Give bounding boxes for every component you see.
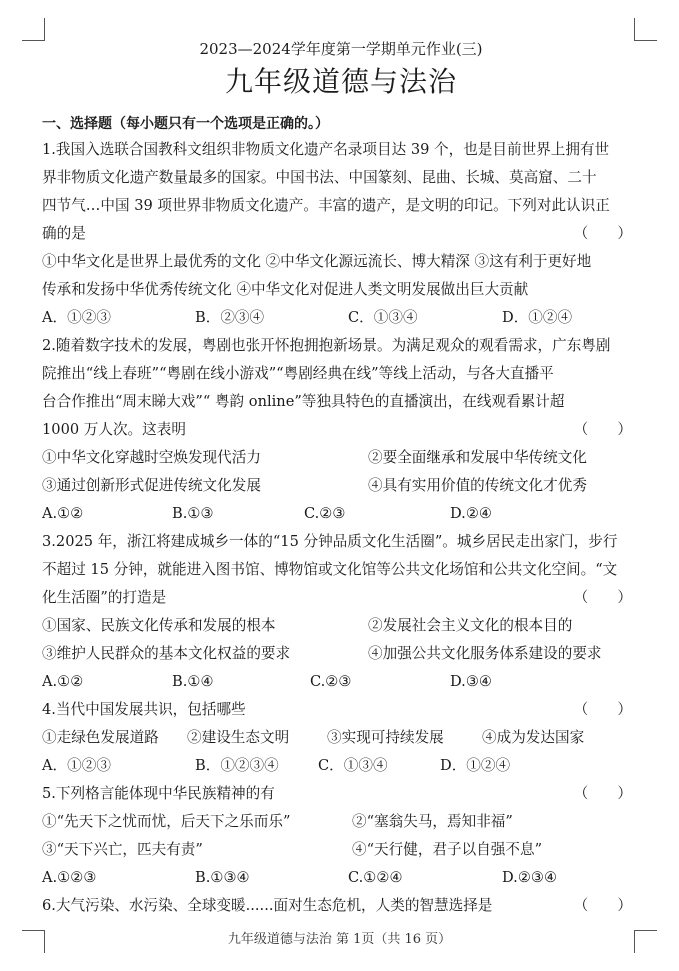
answer-bracket: （ ） (573, 225, 632, 242)
question-4-stem-line (42, 696, 640, 724)
option-a[interactable]: A.①② (42, 505, 84, 522)
option-c[interactable]: C.①②④ (348, 869, 403, 886)
page-footer: 九年级道德与法治 第 1页（共 16 页） (227, 932, 452, 947)
question-1-options (42, 304, 640, 332)
question-6-stem: 6.大气污染、水污染、全球变暖......面对生态危机，人类的智慧选择是 (42, 897, 493, 914)
question-1-stem-line: 四节气…中国 39 项世界非物质文化遗产。丰富的遗产，是文明的印记。下列对此认识正 (42, 197, 610, 214)
exam-subtitle: 2023—2024学年度第一学期单元作业(三) (199, 40, 483, 58)
question-3-stem-line (42, 584, 640, 612)
option-b[interactable]: B．①②③④ (195, 757, 279, 774)
question-5-statement-row (42, 836, 640, 864)
option-a[interactable]: A.①② (42, 673, 84, 690)
statement-2: ②发展社会主义文化的根本目的 (368, 617, 573, 634)
exam-title: 九年级道德与法治 (224, 65, 457, 98)
answer-bracket: （ ） (573, 897, 632, 914)
statement-3: ③“天下兴亡，匹夫有责” (42, 841, 203, 858)
question-1-stem-line (42, 220, 640, 248)
option-b[interactable]: B.①④ (172, 673, 214, 690)
question-1-stem-line: 界非物质文化遗产数量最多的国家。中国书法、中国篆刻、昆曲、长城、莫高窟、二十 (42, 169, 597, 186)
statement-2: ②建设生态文明 (187, 729, 290, 746)
statement-4: ④成为发达国家 (482, 729, 585, 746)
question-2 (42, 332, 640, 528)
option-c[interactable]: C.②③ (310, 673, 352, 690)
statement-1: ①“先天下之忧而忧，后天下之乐而乐” (42, 813, 291, 830)
question-4-options (42, 752, 640, 780)
statement-4: ④“天行健，君子以自强不息” (352, 841, 543, 858)
question-3-statement-row (42, 612, 640, 640)
statement-1: ①国家、民族文化传承和发展的根本 (42, 617, 276, 634)
question-1-stem-line: 1.我国入选联合国教科文组织非物质文化遗产名录项目达 39 个，也是目前世界上拥有世 (42, 141, 610, 158)
question-1-statement-line: ①中华文化是世界上最优秀的文化 ②中华文化源远流长、博大精深 ③这有利于更好地 (42, 253, 592, 270)
option-c[interactable]: C．①③④ (318, 757, 388, 774)
option-d[interactable]: D．①②④ (502, 309, 573, 326)
statement-3: ③通过创新形式促进传统文化发展 (42, 477, 261, 494)
question-3-stem-line: 3.2025 年，浙江将建成城乡一体的“15 分钟品质文化生活圈”。城乡居民走出家门，步行 (42, 533, 618, 550)
question-5-statement-row (42, 808, 640, 836)
answer-bracket: （ ） (573, 785, 632, 802)
question-2-statement-row (42, 472, 640, 500)
statement-1: ①走绿色发展道路 (42, 729, 159, 746)
section-title: 一、选择题（每小题只有一个选项是正确的。） (42, 116, 329, 132)
question-3-options (42, 668, 640, 696)
option-a[interactable]: A．①②③ (42, 309, 111, 326)
question-4-stem: 4.当代中国发展共识，包括哪些 (42, 701, 246, 718)
question-3-statement-row (42, 640, 640, 668)
question-3 (42, 528, 640, 696)
question-2-options (42, 500, 640, 528)
statement-1: ①中华文化穿越时空焕发现代活力 (42, 449, 261, 466)
question-2-stem-line: 院推出“线上春班”“粤剧在线小游戏”“粤剧经典在线”等线上活动，与各大直播平 (42, 365, 554, 382)
question-2-stem-line (42, 416, 640, 444)
question-5-options (42, 864, 640, 892)
question-1-statement-line: 传承和发扬中华优秀传统文化 ④中华文化对促进人类文明发展做出巨大贡献 (42, 281, 529, 298)
question-3-stem-line: 不超过 15 分钟，就能进入图书馆、博物馆或文化馆等公共文化场馆和公共文化空间。“文 (42, 561, 618, 578)
statement-3: ③实现可持续发展 (327, 729, 444, 746)
statement-4: ④加强公共文化服务体系建设的要求 (368, 645, 602, 662)
option-d[interactable]: D.③④ (450, 673, 492, 690)
question-4 (42, 696, 640, 780)
statement-2: ②要全面继承和发展中华传统文化 (368, 449, 587, 466)
question-6-stem-line (42, 892, 640, 920)
option-d[interactable]: D．①②④ (440, 757, 511, 774)
option-b[interactable]: B.①③ (172, 505, 214, 522)
option-b[interactable]: B.①③④ (195, 869, 250, 886)
question-6 (42, 892, 640, 920)
option-b[interactable]: B．②③④ (195, 309, 265, 326)
answer-bracket: （ ） (573, 589, 632, 606)
question-5-stem-line (42, 780, 640, 808)
answer-bracket: （ ） (573, 701, 632, 718)
question-2-stem-line: 2.随着数字技术的发展，粤剧也张开怀抱拥抱新场景。为满足观众的观看需求，广东粤剧 (42, 337, 611, 354)
exam-page (42, 38, 640, 920)
question-4-statement-row (42, 724, 640, 752)
question-2-statement-row (42, 444, 640, 472)
question-5 (42, 780, 640, 892)
option-d[interactable]: D.②④ (450, 505, 492, 522)
question-1 (42, 136, 640, 332)
option-a[interactable]: A.①②③ (42, 869, 97, 886)
statement-4: ④具有实用价值的传统文化才优秀 (368, 477, 587, 494)
statement-3: ③维护人民群众的基本文化权益的要求 (42, 645, 291, 662)
option-a[interactable]: A．①②③ (42, 757, 111, 774)
answer-bracket: （ ） (573, 421, 632, 438)
question-2-stem-end: 1000 万人次。这表明 (42, 421, 186, 438)
question-2-stem-line: 台合作推出“周末睇大戏”“ 粤韵 online”等独具特色的直播演出，在线观看累计超 (42, 393, 565, 410)
question-1-stem-end: 确的是 (42, 225, 86, 242)
option-c[interactable]: C．①③④ (348, 309, 418, 326)
question-5-stem: 5.下列格言能体现中华民族精神的有 (42, 785, 275, 802)
option-c[interactable]: C.②③ (304, 505, 346, 522)
question-3-stem-end: 化生活圈”的打造是 (42, 589, 167, 606)
statement-2: ②“塞翁失马，焉知非福” (352, 813, 513, 830)
option-d[interactable]: D.②③④ (502, 869, 558, 886)
